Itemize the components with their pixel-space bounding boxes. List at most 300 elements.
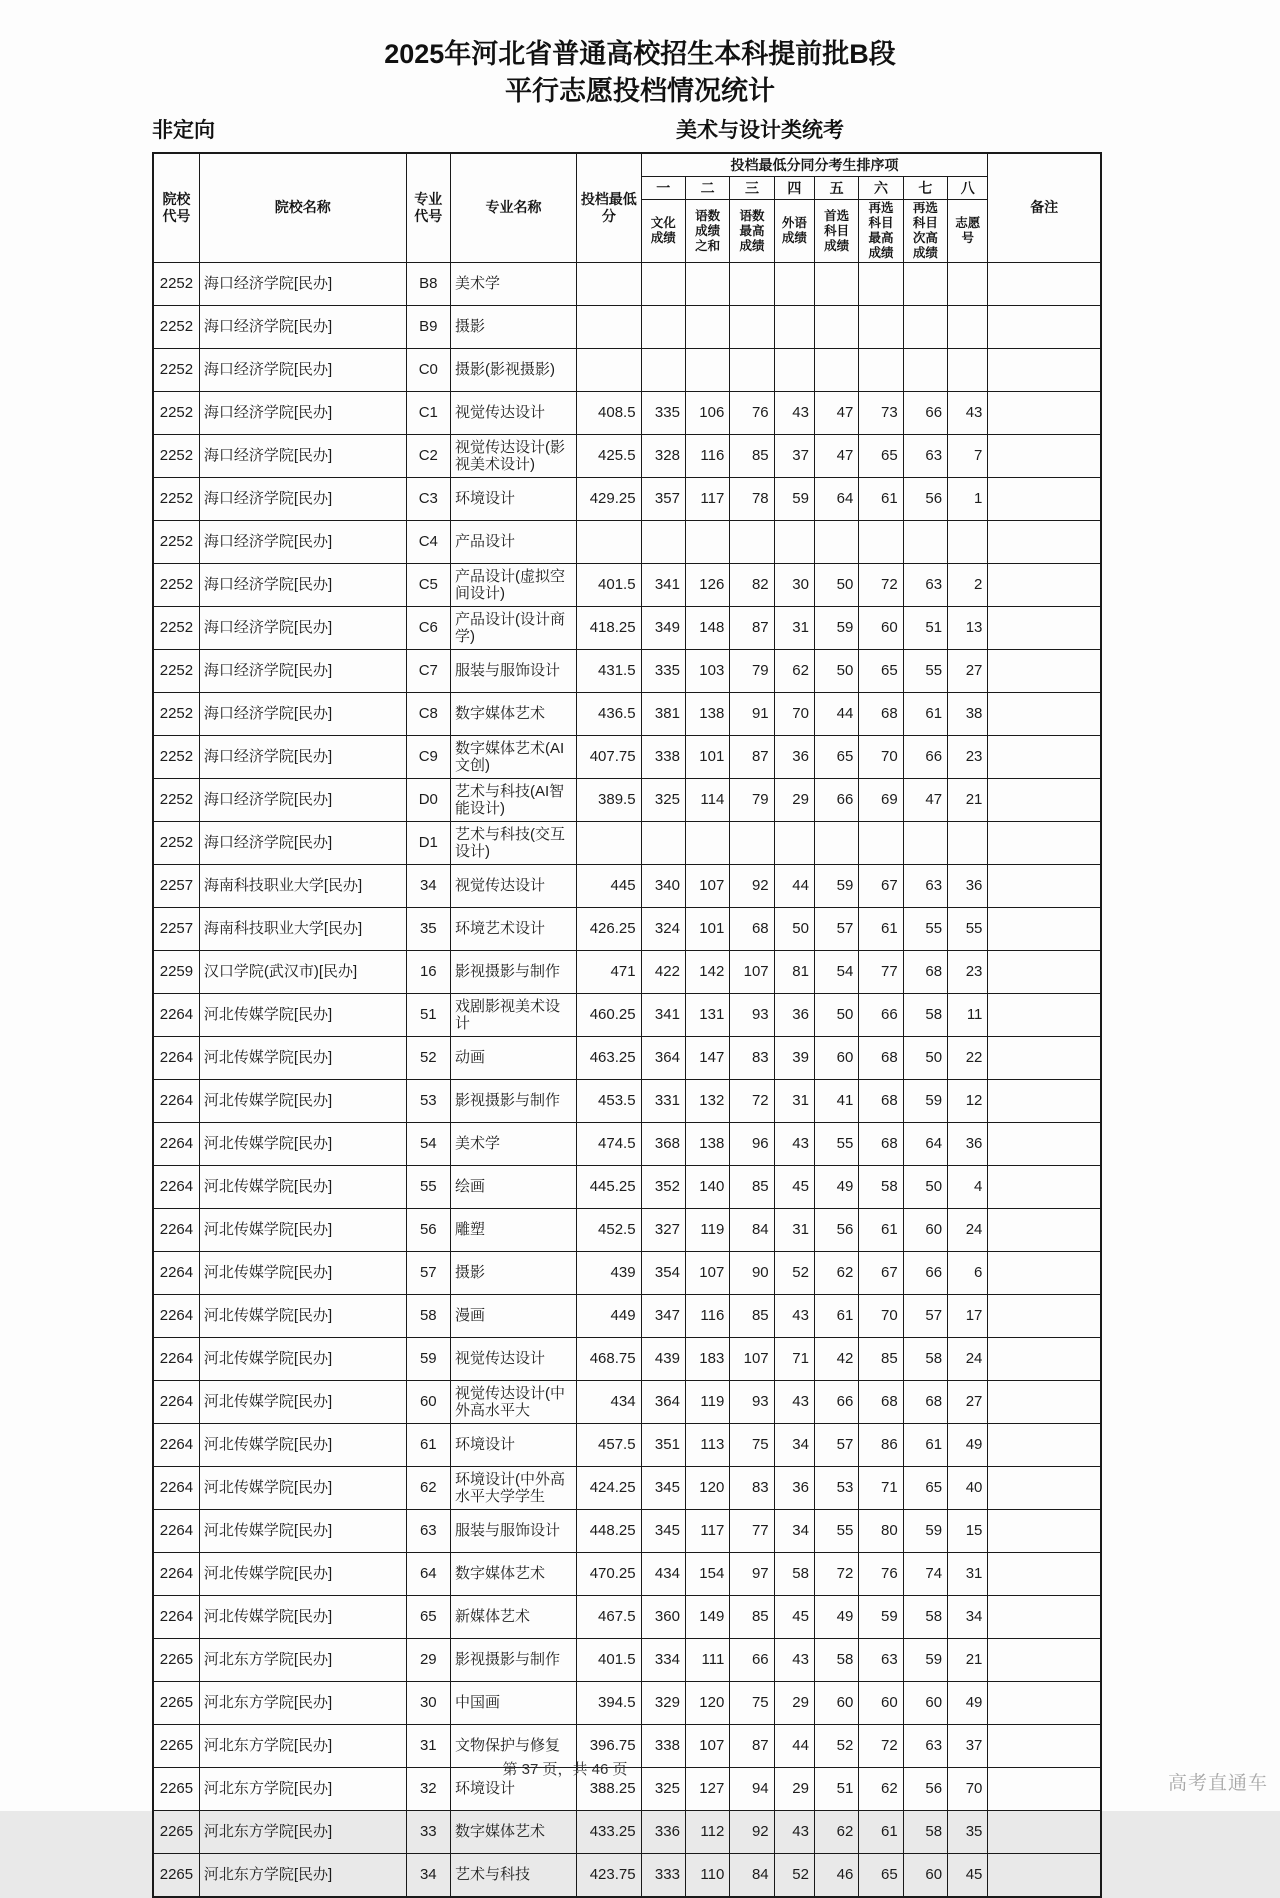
table-row (153, 263, 1101, 306)
min-score-cell: 423.75 (577, 1854, 642, 1898)
foreign-language-cell: 71 (774, 1338, 814, 1381)
chinese-math-max-cell: 85 (730, 1166, 774, 1209)
college-code-cell: 2264 (153, 994, 199, 1037)
college-name-cell: 海口经济学院[民办] (199, 736, 406, 779)
reselect-max-cell: 85 (859, 1338, 903, 1381)
major-name-cell: 动画 (450, 1037, 576, 1080)
remark-cell (988, 263, 1101, 306)
reselect-second-cell: 59 (903, 1510, 947, 1553)
culture-score-cell: 324 (641, 908, 685, 951)
chinese-math-sum-cell: 149 (685, 1596, 729, 1639)
volunteer-no-cell: 55 (948, 908, 988, 951)
college-name-cell: 海口经济学院[民办] (199, 263, 406, 306)
first-subject-cell: 62 (814, 1252, 858, 1295)
college-name-cell: 河北东方学院[民办] (199, 1682, 406, 1725)
major-code-cell: C0 (406, 349, 450, 392)
reselect-second-cell: 56 (903, 478, 947, 521)
major-code-cell: D1 (406, 822, 450, 865)
remark-cell (988, 1209, 1101, 1252)
volunteer-no-cell: 31 (948, 1553, 988, 1596)
reselect-max-cell (859, 349, 903, 392)
min-score-cell: 436.5 (577, 693, 642, 736)
culture-score-cell: 328 (641, 435, 685, 478)
reselect-second-cell: 61 (903, 693, 947, 736)
culture-score-cell: 341 (641, 564, 685, 607)
culture-score-cell: 325 (641, 1768, 685, 1811)
college-name-cell: 海口经济学院[民办] (199, 822, 406, 865)
chinese-math-sum-cell: 119 (685, 1381, 729, 1424)
min-score-cell: 448.25 (577, 1510, 642, 1553)
college-code-cell: 2264 (153, 1252, 199, 1295)
admission-stats-table (152, 152, 1102, 1898)
major-code-cell: 31 (406, 1725, 450, 1768)
college-name-cell: 海口经济学院[民办] (199, 478, 406, 521)
chinese-math-max-cell: 84 (730, 1209, 774, 1252)
college-code-cell: 2265 (153, 1725, 199, 1768)
remark-cell (988, 779, 1101, 822)
reselect-second-cell: 58 (903, 1596, 947, 1639)
foreign-language-cell: 58 (774, 1553, 814, 1596)
reselect-second-cell: 47 (903, 779, 947, 822)
culture-score-cell: 381 (641, 693, 685, 736)
foreign-language-cell: 36 (774, 1467, 814, 1510)
major-code-cell: 53 (406, 1080, 450, 1123)
first-subject-cell: 49 (814, 1166, 858, 1209)
major-name-cell: 漫画 (450, 1295, 576, 1338)
major-code-cell: 56 (406, 1209, 450, 1252)
header-chinese-math-max: 语数最高成绩 (730, 200, 774, 263)
reselect-second-cell: 63 (903, 564, 947, 607)
culture-score-cell: 334 (641, 1639, 685, 1682)
reselect-second-cell: 58 (903, 994, 947, 1037)
chinese-math-sum-cell: 116 (685, 1295, 729, 1338)
chinese-math-max-cell: 68 (730, 908, 774, 951)
foreign-language-cell: 43 (774, 1295, 814, 1338)
reselect-second-cell: 74 (903, 1553, 947, 1596)
culture-score-cell: 341 (641, 994, 685, 1037)
table-row (153, 1209, 1101, 1252)
culture-score-cell (641, 263, 685, 306)
min-score-cell: 418.25 (577, 607, 642, 650)
reselect-second-cell: 50 (903, 1037, 947, 1080)
table-row (153, 1467, 1101, 1510)
foreign-language-cell (774, 521, 814, 564)
major-name-cell: 文物保护与修复 (450, 1725, 576, 1768)
chinese-math-max-cell: 75 (730, 1682, 774, 1725)
college-name-cell: 河北东方学院[民办] (199, 1639, 406, 1682)
volunteer-no-cell: 2 (948, 564, 988, 607)
table-row (153, 1639, 1101, 1682)
culture-score-cell: 349 (641, 607, 685, 650)
major-name-cell: 摄影 (450, 1252, 576, 1295)
table-row (153, 865, 1101, 908)
volunteer-no-cell: 4 (948, 1166, 988, 1209)
first-subject-cell: 51 (814, 1768, 858, 1811)
min-score-cell: 388.25 (577, 1768, 642, 1811)
header-major-code: 专业代号 (406, 153, 450, 263)
remark-cell (988, 1682, 1101, 1725)
college-name-cell: 河北传媒学院[民办] (199, 1209, 406, 1252)
remark-cell (988, 435, 1101, 478)
college-code-cell: 2265 (153, 1768, 199, 1811)
chinese-math-max-cell: 92 (730, 1811, 774, 1854)
reselect-second-cell: 55 (903, 650, 947, 693)
reselect-second-cell: 64 (903, 1123, 947, 1166)
reselect-max-cell: 61 (859, 908, 903, 951)
college-code-cell: 2265 (153, 1682, 199, 1725)
first-subject-cell: 47 (814, 435, 858, 478)
table-row (153, 1252, 1101, 1295)
college-code-cell: 2264 (153, 1510, 199, 1553)
culture-score-cell: 364 (641, 1381, 685, 1424)
min-score-cell: 426.25 (577, 908, 642, 951)
first-subject-cell: 50 (814, 564, 858, 607)
culture-score-cell: 325 (641, 779, 685, 822)
culture-score-cell (641, 521, 685, 564)
college-name-cell: 河北传媒学院[民办] (199, 1252, 406, 1295)
table-row (153, 1381, 1101, 1424)
college-code-cell: 2252 (153, 263, 199, 306)
foreign-language-cell: 81 (774, 951, 814, 994)
major-code-cell: C8 (406, 693, 450, 736)
min-score-cell: 394.5 (577, 1682, 642, 1725)
culture-score-cell: 331 (641, 1080, 685, 1123)
chinese-math-max-cell: 85 (730, 435, 774, 478)
reselect-max-cell: 58 (859, 1166, 903, 1209)
major-code-cell: C1 (406, 392, 450, 435)
min-score-cell: 389.5 (577, 779, 642, 822)
table-row (153, 951, 1101, 994)
remark-cell (988, 1553, 1101, 1596)
major-code-cell: 57 (406, 1252, 450, 1295)
culture-score-cell: 368 (641, 1123, 685, 1166)
major-name-cell: 视觉传达设计 (450, 392, 576, 435)
chinese-math-sum-cell: 107 (685, 1252, 729, 1295)
remark-cell (988, 1424, 1101, 1467)
culture-score-cell: 354 (641, 1252, 685, 1295)
reselect-max-cell: 80 (859, 1510, 903, 1553)
remark-cell (988, 865, 1101, 908)
reselect-second-cell: 66 (903, 1252, 947, 1295)
table-row (153, 1080, 1101, 1123)
college-name-cell: 河北传媒学院[民办] (199, 1553, 406, 1596)
chinese-math-max-cell: 72 (730, 1080, 774, 1123)
table-row (153, 650, 1101, 693)
reselect-max-cell (859, 822, 903, 865)
culture-score-cell: 357 (641, 478, 685, 521)
college-name-cell: 河北传媒学院[民办] (199, 1596, 406, 1639)
major-name-cell: 新媒体艺术 (450, 1596, 576, 1639)
header-chinese-math-sum: 语数成绩之和 (685, 200, 729, 263)
remark-cell (988, 1639, 1101, 1682)
major-name-cell: 产品设计(设计商学) (450, 607, 576, 650)
college-code-cell: 2264 (153, 1209, 199, 1252)
remark-cell (988, 822, 1101, 865)
major-code-cell: C2 (406, 435, 450, 478)
reselect-second-cell: 65 (903, 1467, 947, 1510)
college-code-cell: 2252 (153, 478, 199, 521)
min-score-cell (577, 263, 642, 306)
foreign-language-cell: 59 (774, 478, 814, 521)
culture-score-cell (641, 349, 685, 392)
remark-cell (988, 1295, 1101, 1338)
min-score-cell: 401.5 (577, 564, 642, 607)
category-label: 美术与设计类统考 (676, 119, 844, 142)
major-name-cell: 摄影 (450, 306, 576, 349)
major-code-cell: 29 (406, 1639, 450, 1682)
chinese-math-sum-cell: 138 (685, 1123, 729, 1166)
chinese-math-max-cell: 85 (730, 1596, 774, 1639)
reselect-max-cell: 68 (859, 1381, 903, 1424)
college-code-cell: 2264 (153, 1166, 199, 1209)
min-score-cell: 396.75 (577, 1725, 642, 1768)
volunteer-no-cell: 24 (948, 1209, 988, 1252)
chinese-math-sum-cell (685, 349, 729, 392)
chinese-math-max-cell (730, 263, 774, 306)
remark-cell (988, 478, 1101, 521)
page-title-line2: 平行志愿投档情况统计 (505, 76, 775, 106)
college-name-cell: 河北传媒学院[民办] (199, 1295, 406, 1338)
culture-score-cell (641, 306, 685, 349)
reselect-second-cell: 57 (903, 1295, 947, 1338)
reselect-max-cell: 72 (859, 1725, 903, 1768)
header-sort-8: 八 (948, 177, 988, 200)
foreign-language-cell (774, 822, 814, 865)
reselect-max-cell: 86 (859, 1424, 903, 1467)
chinese-math-sum-cell: 119 (685, 1209, 729, 1252)
min-score-cell: 433.25 (577, 1811, 642, 1854)
table-row (153, 478, 1101, 521)
college-code-cell: 2264 (153, 1123, 199, 1166)
remark-cell (988, 951, 1101, 994)
table-row (153, 994, 1101, 1037)
volunteer-no-cell: 7 (948, 435, 988, 478)
reselect-max-cell: 62 (859, 1768, 903, 1811)
college-name-cell: 河北东方学院[民办] (199, 1854, 406, 1898)
reselect-max-cell: 66 (859, 994, 903, 1037)
reselect-max-cell: 68 (859, 1037, 903, 1080)
culture-score-cell: 335 (641, 650, 685, 693)
remark-cell (988, 1338, 1101, 1381)
major-code-cell: 52 (406, 1037, 450, 1080)
remark-cell (988, 306, 1101, 349)
foreign-language-cell: 50 (774, 908, 814, 951)
reselect-second-cell: 68 (903, 1381, 947, 1424)
first-subject-cell (814, 306, 858, 349)
reselect-max-cell: 68 (859, 1080, 903, 1123)
table-row (153, 908, 1101, 951)
college-code-cell: 2252 (153, 349, 199, 392)
remark-cell (988, 349, 1101, 392)
remark-cell (988, 693, 1101, 736)
table-row (153, 1596, 1101, 1639)
college-code-cell: 2252 (153, 392, 199, 435)
reselect-second-cell: 60 (903, 1209, 947, 1252)
first-subject-cell: 57 (814, 1424, 858, 1467)
college-code-cell: 2252 (153, 607, 199, 650)
reselect-second-cell: 58 (903, 1338, 947, 1381)
major-name-cell: 环境设计 (450, 478, 576, 521)
reselect-max-cell: 70 (859, 1295, 903, 1338)
college-code-cell: 2265 (153, 1854, 199, 1898)
first-subject-cell: 56 (814, 1209, 858, 1252)
first-subject-cell: 55 (814, 1123, 858, 1166)
reselect-second-cell: 60 (903, 1682, 947, 1725)
culture-score-cell: 329 (641, 1682, 685, 1725)
major-name-cell: 数字媒体艺术 (450, 693, 576, 736)
chinese-math-max-cell: 78 (730, 478, 774, 521)
reselect-max-cell: 60 (859, 1682, 903, 1725)
volunteer-no-cell: 13 (948, 607, 988, 650)
reselect-second-cell (903, 822, 947, 865)
chinese-math-sum-cell (685, 521, 729, 564)
min-score-cell: 468.75 (577, 1338, 642, 1381)
chinese-math-sum-cell (685, 263, 729, 306)
major-name-cell: 艺术与科技(交互设计) (450, 822, 576, 865)
reselect-second-cell: 59 (903, 1080, 947, 1123)
chinese-math-sum-cell (685, 306, 729, 349)
reselect-second-cell (903, 263, 947, 306)
chinese-math-sum-cell: 142 (685, 951, 729, 994)
culture-score-cell: 338 (641, 1725, 685, 1768)
header-sort-7: 七 (903, 177, 947, 200)
min-score-cell: 449 (577, 1295, 642, 1338)
first-subject-cell: 59 (814, 865, 858, 908)
header-culture-score: 文化成绩 (641, 200, 685, 263)
major-name-cell: 视觉传达设计(影视美术设计) (450, 435, 576, 478)
college-name-cell: 海口经济学院[民办] (199, 521, 406, 564)
college-code-cell: 2264 (153, 1424, 199, 1467)
reselect-max-cell: 65 (859, 1854, 903, 1898)
first-subject-cell: 62 (814, 1811, 858, 1854)
chinese-math-sum-cell: 101 (685, 736, 729, 779)
major-code-cell: 59 (406, 1338, 450, 1381)
first-subject-cell: 47 (814, 392, 858, 435)
major-code-cell: C6 (406, 607, 450, 650)
reselect-max-cell: 59 (859, 1596, 903, 1639)
major-code-cell: 16 (406, 951, 450, 994)
min-score-cell: 452.5 (577, 1209, 642, 1252)
major-code-cell: 62 (406, 1467, 450, 1510)
culture-score-cell: 338 (641, 736, 685, 779)
table-row (153, 349, 1101, 392)
major-code-cell: 61 (406, 1424, 450, 1467)
min-score-cell: 460.25 (577, 994, 642, 1037)
foreign-language-cell (774, 306, 814, 349)
chinese-math-sum-cell (685, 822, 729, 865)
college-code-cell: 2252 (153, 779, 199, 822)
major-name-cell: 环境设计 (450, 1768, 576, 1811)
chinese-math-max-cell: 79 (730, 650, 774, 693)
header-major-name: 专业名称 (450, 153, 576, 263)
remark-cell (988, 1811, 1101, 1854)
chinese-math-max-cell: 82 (730, 564, 774, 607)
chinese-math-sum-cell: 103 (685, 650, 729, 693)
college-code-cell: 2265 (153, 1639, 199, 1682)
college-name-cell: 海口经济学院[民办] (199, 435, 406, 478)
major-name-cell: 服装与服饰设计 (450, 650, 576, 693)
chinese-math-sum-cell: 140 (685, 1166, 729, 1209)
college-code-cell: 2264 (153, 1037, 199, 1080)
chinese-math-max-cell: 107 (730, 951, 774, 994)
college-name-cell: 河北东方学院[民办] (199, 1725, 406, 1768)
min-score-cell (577, 521, 642, 564)
reselect-max-cell: 73 (859, 392, 903, 435)
major-name-cell: 环境艺术设计 (450, 908, 576, 951)
first-subject-cell: 57 (814, 908, 858, 951)
volunteer-no-cell: 23 (948, 951, 988, 994)
college-code-cell: 2264 (153, 1381, 199, 1424)
college-name-cell: 海口经济学院[民办] (199, 693, 406, 736)
foreign-language-cell (774, 349, 814, 392)
table-row (153, 1811, 1101, 1854)
first-subject-cell: 65 (814, 736, 858, 779)
min-score-cell: 407.75 (577, 736, 642, 779)
first-subject-cell: 41 (814, 1080, 858, 1123)
reselect-second-cell (903, 306, 947, 349)
foreign-language-cell: 31 (774, 1209, 814, 1252)
chinese-math-max-cell: 93 (730, 994, 774, 1037)
major-name-cell: 美术学 (450, 263, 576, 306)
major-name-cell: 环境设计 (450, 1424, 576, 1467)
reselect-second-cell: 68 (903, 951, 947, 994)
min-score-cell: 457.5 (577, 1424, 642, 1467)
header-college-code: 院校代号 (153, 153, 199, 263)
volunteer-no-cell (948, 306, 988, 349)
college-name-cell: 海口经济学院[民办] (199, 306, 406, 349)
college-name-cell: 河北传媒学院[民办] (199, 1424, 406, 1467)
chinese-math-sum-cell: 120 (685, 1682, 729, 1725)
chinese-math-sum-cell: 101 (685, 908, 729, 951)
first-subject-cell: 66 (814, 779, 858, 822)
culture-score-cell: 336 (641, 1811, 685, 1854)
first-subject-cell: 66 (814, 1381, 858, 1424)
major-name-cell: 服装与服饰设计 (450, 1510, 576, 1553)
major-name-cell: 艺术与科技(AI智能设计) (450, 779, 576, 822)
foreign-language-cell: 31 (774, 607, 814, 650)
college-name-cell: 海口经济学院[民办] (199, 349, 406, 392)
remark-cell (988, 392, 1101, 435)
first-subject-cell: 53 (814, 1467, 858, 1510)
table-row (153, 822, 1101, 865)
major-code-cell: C5 (406, 564, 450, 607)
header-sort-6: 六 (859, 177, 903, 200)
major-code-cell: 65 (406, 1596, 450, 1639)
remark-cell (988, 1080, 1101, 1123)
watermark: 高考直通车 (1167, 1773, 1268, 1794)
culture-score-cell (641, 822, 685, 865)
foreign-language-cell: 29 (774, 1682, 814, 1725)
volunteer-no-cell: 24 (948, 1338, 988, 1381)
chinese-math-max-cell (730, 521, 774, 564)
remark-cell (988, 1467, 1101, 1510)
first-subject-cell (814, 521, 858, 564)
chinese-math-max-cell: 83 (730, 1037, 774, 1080)
remark-cell (988, 607, 1101, 650)
reselect-max-cell: 77 (859, 951, 903, 994)
min-score-cell: 467.5 (577, 1596, 642, 1639)
chinese-math-max-cell: 75 (730, 1424, 774, 1467)
foreign-language-cell (774, 263, 814, 306)
chinese-math-sum-cell: 127 (685, 1768, 729, 1811)
college-name-cell: 海口经济学院[民办] (199, 392, 406, 435)
reselect-max-cell: 61 (859, 1209, 903, 1252)
reselect-second-cell: 66 (903, 392, 947, 435)
reselect-max-cell: 61 (859, 1811, 903, 1854)
first-subject-cell: 64 (814, 478, 858, 521)
reselect-max-cell (859, 521, 903, 564)
reselect-max-cell: 70 (859, 736, 903, 779)
